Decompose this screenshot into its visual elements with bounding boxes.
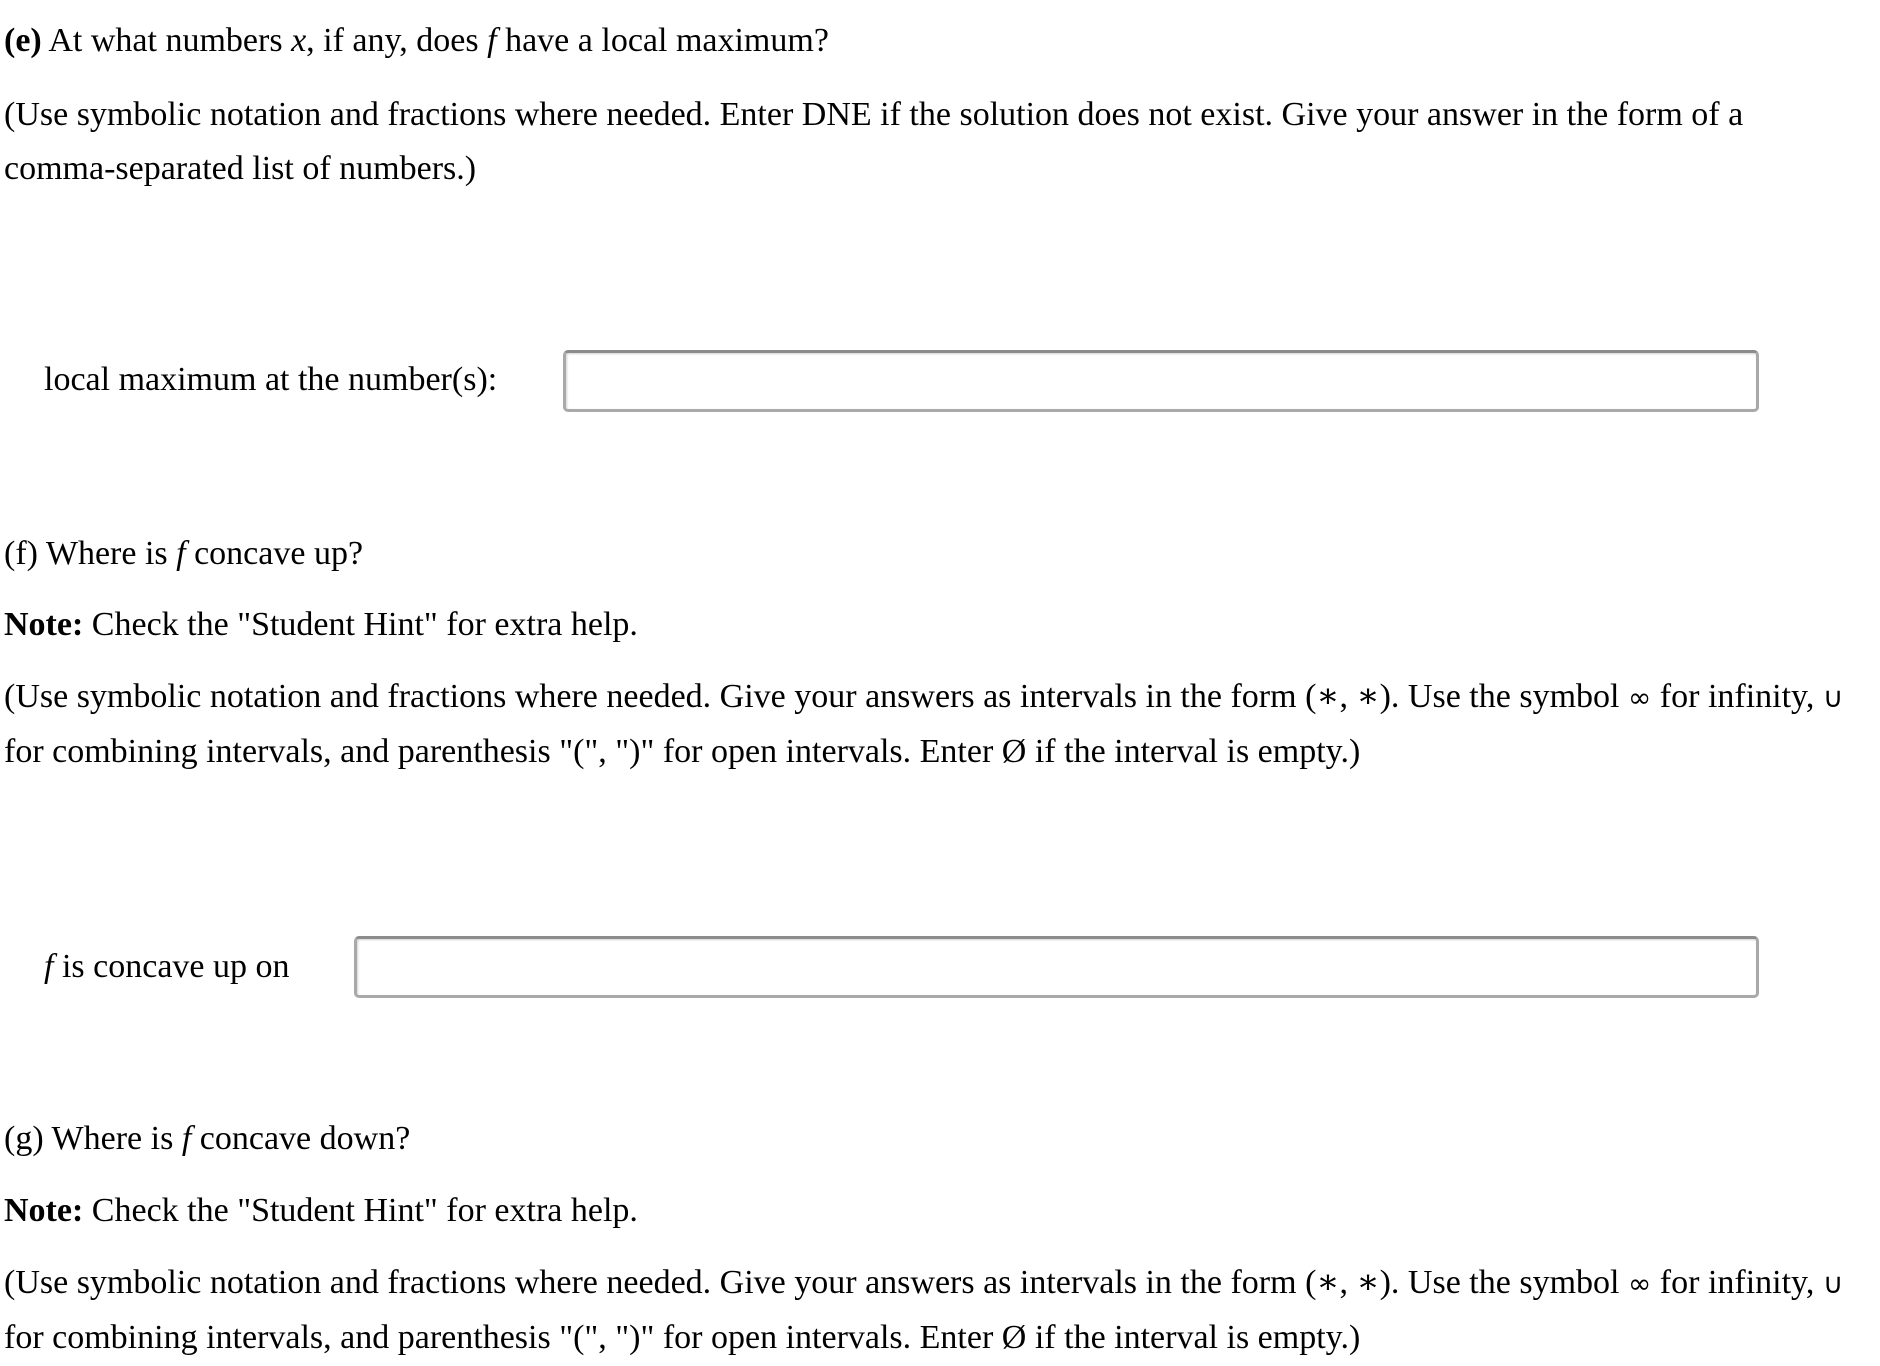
part-label-e: (e) (4, 22, 42, 59)
question-e-text-3: have a local maximum? (505, 22, 829, 59)
instructions-g (4, 1256, 1854, 1365)
question-e-text-1: At what numbers (48, 22, 283, 59)
variable-f: f (181, 1120, 192, 1157)
answer-row-e (44, 353, 497, 407)
asterisk-symbol: ∗ (1316, 1264, 1340, 1301)
instructions-g-text-2: ). Use the symbol (1379, 1264, 1620, 1301)
note-text: Check the "Student Hint" for extra help. (91, 606, 638, 643)
empty-set-icon: Ø (1001, 733, 1027, 770)
variable-x: x (291, 22, 307, 59)
asterisk-symbol: ∗ (1356, 1264, 1380, 1301)
instructions-f-text-1: (Use symbolic notation and fractions where needed. Give your answers as intervals in the form ( (4, 678, 1317, 715)
instructions-g-text-1: (Use symbolic notation and fractions where needed. Give your answers as intervals in the form ( (4, 1264, 1317, 1301)
concave-up-input[interactable] (354, 936, 1759, 998)
instructions-e: (Use symbolic notation and fractions where needed. Enter DNE if the solution does not exist. Give your answer in the form of a comma-separated list of numbers.) (4, 96, 1744, 187)
variable-f: f (176, 535, 186, 572)
concave-up-label (44, 940, 290, 994)
question-f-text-2: concave up? (194, 535, 364, 572)
question-f-text-1: Where is (45, 535, 168, 572)
question-f (4, 527, 1880, 581)
note-label: Note: (4, 1192, 84, 1229)
question-g-text-1: Where is (51, 1120, 174, 1157)
question-g-text-2: concave down? (199, 1120, 411, 1157)
infinity-icon: ∞ (1627, 1267, 1652, 1300)
infinity-icon: ∞ (1627, 681, 1652, 714)
question-e-text-2: , if any, does (306, 22, 479, 59)
local-maximum-input[interactable] (563, 350, 1759, 412)
question-g (4, 1112, 1880, 1166)
empty-set-icon: Ø (1001, 1319, 1027, 1356)
instructions-g-text-5: if the interval is empty.) (1034, 1319, 1361, 1356)
instructions-g-text-4: for combining intervals, and parenthesis "(", ")" for open intervals. Enter (4, 1319, 994, 1356)
part-label-g: (g) (4, 1120, 44, 1157)
instructions-f-text-5: if the interval is empty.) (1034, 733, 1361, 770)
instructions-f-text-2: ). Use the symbol (1379, 678, 1620, 715)
union-icon: ∪ (1822, 681, 1844, 714)
answer-row-f (44, 940, 290, 994)
asterisk-symbol: ∗ (1316, 678, 1340, 715)
note-label: Note: (4, 606, 84, 643)
instructions-f-text-4: for combining intervals, and parenthesis "(", ")" for open intervals. Enter (4, 733, 994, 770)
question-e (4, 14, 1880, 68)
comma-text: , (1339, 678, 1357, 715)
local-maximum-label: local maximum at the number(s): (44, 361, 498, 398)
note-g (4, 1184, 1880, 1238)
part-label-f: (f) (4, 535, 38, 572)
variable-f: f (487, 22, 497, 59)
note-text: Check the "Student Hint" for extra help. (91, 1192, 638, 1229)
instructions-f (4, 670, 1854, 779)
instructions-f-text-3: for infinity, (1659, 678, 1815, 715)
comma-text: , (1339, 1264, 1357, 1301)
union-icon: ∪ (1822, 1267, 1844, 1300)
asterisk-symbol: ∗ (1356, 678, 1380, 715)
instructions-g-text-3: for infinity, (1659, 1264, 1815, 1301)
variable-f: f (44, 948, 54, 985)
note-f (4, 598, 1880, 652)
concave-up-label-text: is concave up on (61, 948, 290, 985)
